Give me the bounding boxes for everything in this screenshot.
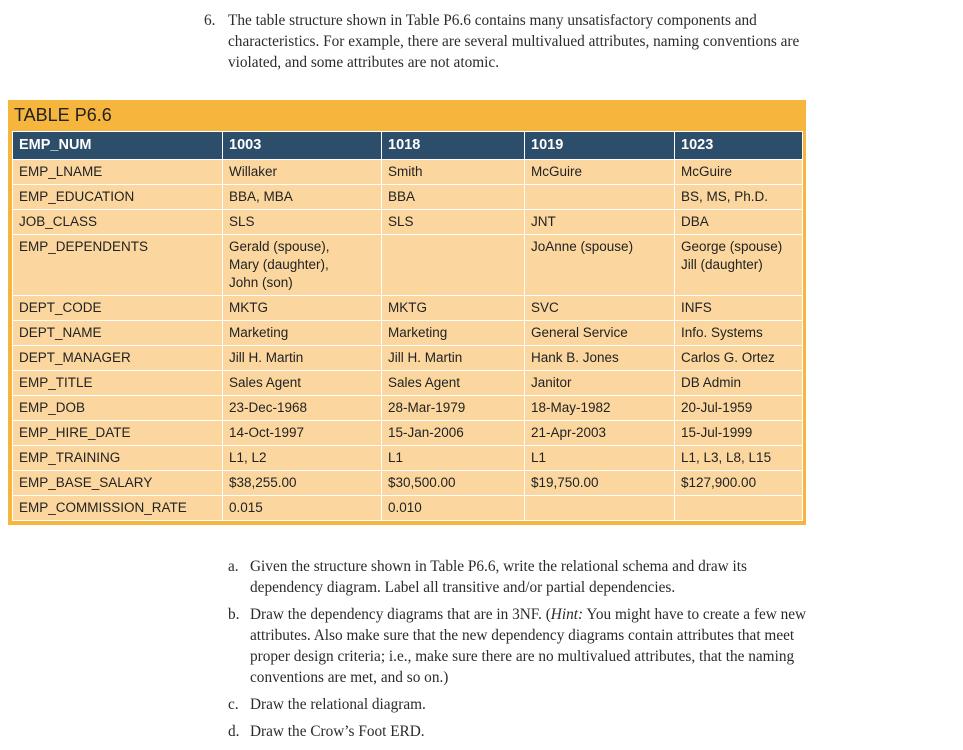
table-cell: 20-Jul-1959 xyxy=(675,396,803,421)
question-list xyxy=(228,556,810,748)
table-cell: INFS xyxy=(675,296,803,321)
attribute-name: DEPT_CODE xyxy=(13,296,223,321)
question-text-pre: Draw the dependency diagrams that are in 3NF. ( xyxy=(250,606,551,623)
table-cell: MKTG xyxy=(223,296,382,321)
table-cell: 14-Oct-1997 xyxy=(223,421,382,446)
table-cell: SLS xyxy=(223,210,382,235)
table-cell: Marketing xyxy=(382,321,525,346)
question-b xyxy=(228,604,810,688)
attribute-name: EMP_LNAME xyxy=(13,160,223,185)
attribute-name: EMP_EDUCATION xyxy=(13,185,223,210)
table-row xyxy=(13,421,803,446)
attribute-name: EMP_HIRE_DATE xyxy=(13,421,223,446)
table-p6-6 xyxy=(8,100,806,525)
table-row xyxy=(13,160,803,185)
header-cell: 1018 xyxy=(382,132,525,160)
table-cell: BBA, MBA xyxy=(223,185,382,210)
table-cell: 18-May-1982 xyxy=(525,396,675,421)
problem-statement xyxy=(204,10,814,73)
question-label: b. xyxy=(228,606,240,623)
question-d xyxy=(228,721,810,742)
table-row xyxy=(13,396,803,421)
table-cell: Sales Agent xyxy=(223,371,382,396)
attribute-name: DEPT_MANAGER xyxy=(13,346,223,371)
table-cell: L1 xyxy=(382,446,525,471)
table-cell xyxy=(675,496,803,521)
table-row xyxy=(13,346,803,371)
table-cell: L1, L2 xyxy=(223,446,382,471)
question-label: c. xyxy=(228,696,239,713)
table-cell: $127,900.00 xyxy=(675,471,803,496)
table-cell: 28-Mar-1979 xyxy=(382,396,525,421)
table-cell: McGuire xyxy=(675,160,803,185)
table-cell: 0.010 xyxy=(382,496,525,521)
table-row xyxy=(13,210,803,235)
table-header-row xyxy=(13,132,803,160)
question-label: a. xyxy=(228,558,239,575)
table-cell: Willaker xyxy=(223,160,382,185)
table-cell: 15-Jul-1999 xyxy=(675,421,803,446)
problem-number: 6. xyxy=(204,12,216,29)
table-row xyxy=(13,321,803,346)
table-cell: SLS xyxy=(382,210,525,235)
table-row xyxy=(13,296,803,321)
header-cell: EMP_NUM xyxy=(13,132,223,160)
table-cell: 15-Jan-2006 xyxy=(382,421,525,446)
attribute-name: EMP_DOB xyxy=(13,396,223,421)
table-cell: Hank B. Jones xyxy=(525,346,675,371)
table-cell: SVC xyxy=(525,296,675,321)
table-cell: $30,500.00 xyxy=(382,471,525,496)
hint-word: Hint: xyxy=(550,606,584,623)
attribute-name: EMP_DEPENDENTS xyxy=(13,235,223,296)
table-cell: $38,255.00 xyxy=(223,471,382,496)
table-cell: MKTG xyxy=(382,296,525,321)
attribute-name: DEPT_NAME xyxy=(13,321,223,346)
table-cell: Janitor xyxy=(525,371,675,396)
attribute-name: JOB_CLASS xyxy=(13,210,223,235)
attribute-name: EMP_TRAINING xyxy=(13,446,223,471)
question-a xyxy=(228,556,810,598)
table-row xyxy=(13,185,803,210)
header-cell: 1023 xyxy=(675,132,803,160)
table-cell: $19,750.00 xyxy=(525,471,675,496)
question-text-post: You might have to create a few new attributes. Also make sure that the new dependency diagrams contain attributes that meet proper design criteria; i.e., make sure there are no multivalued attributes, that the naming conventions are met, and so on.) xyxy=(250,606,807,686)
table-cell xyxy=(382,235,525,296)
table-row xyxy=(13,235,803,296)
table-cell: L1 xyxy=(525,446,675,471)
table-row xyxy=(13,471,803,496)
table-cell: Marketing xyxy=(223,321,382,346)
table-cell: BS, MS, Ph.D. xyxy=(675,185,803,210)
table-cell: BBA xyxy=(382,185,525,210)
table-cell: Jill H. Martin xyxy=(382,346,525,371)
question-label: d. xyxy=(228,723,240,740)
table-cell: 0.015 xyxy=(223,496,382,521)
table-cell: DBA xyxy=(675,210,803,235)
question-text: Draw the relational diagram. xyxy=(250,696,426,713)
table-cell: George (spouse) Jill (daughter) xyxy=(675,235,803,296)
table-cell: Carlos G. Ortez xyxy=(675,346,803,371)
table-cell: L1, L3, L8, L15 xyxy=(675,446,803,471)
attribute-name: EMP_COMMISSION_RATE xyxy=(13,496,223,521)
question-text: Given the structure shown in Table P6.6, write the relational schema and draw its dependency diagram. Label all transitive and/or partial dependencies. xyxy=(250,558,747,596)
header-cell: 1003 xyxy=(223,132,382,160)
question-c xyxy=(228,694,810,715)
table-cell: Smith xyxy=(382,160,525,185)
header-cell: 1019 xyxy=(525,132,675,160)
problem-text: The table structure shown in Table P6.6 contains many unsatisfactory components and characteristics. For example, there are several multivalued attributes, naming conventions are violated, and some attributes are not atomic. xyxy=(228,12,800,71)
table-row xyxy=(13,371,803,396)
attribute-name: EMP_BASE_SALARY xyxy=(13,471,223,496)
table-cell xyxy=(525,185,675,210)
table-cell: 21-Apr-2003 xyxy=(525,421,675,446)
data-table xyxy=(12,131,803,521)
table-cell: Sales Agent xyxy=(382,371,525,396)
table-cell: McGuire xyxy=(525,160,675,185)
table-cell xyxy=(525,496,675,521)
table-cell: Info. Systems xyxy=(675,321,803,346)
table-cell: JoAnne (spouse) xyxy=(525,235,675,296)
table-cell: General Service xyxy=(525,321,675,346)
table-cell: JNT xyxy=(525,210,675,235)
table-row xyxy=(13,496,803,521)
table-cell: Jill H. Martin xyxy=(223,346,382,371)
table-row xyxy=(13,446,803,471)
table-title: TABLE P6.6 xyxy=(14,105,112,125)
table-cell: DB Admin xyxy=(675,371,803,396)
attribute-name: EMP_TITLE xyxy=(13,371,223,396)
question-text: Draw the Crow’s Foot ERD. xyxy=(250,723,425,740)
table-cell: 23-Dec-1968 xyxy=(223,396,382,421)
table-cell: Gerald (spouse), Mary (daughter), John (son) xyxy=(223,235,382,296)
